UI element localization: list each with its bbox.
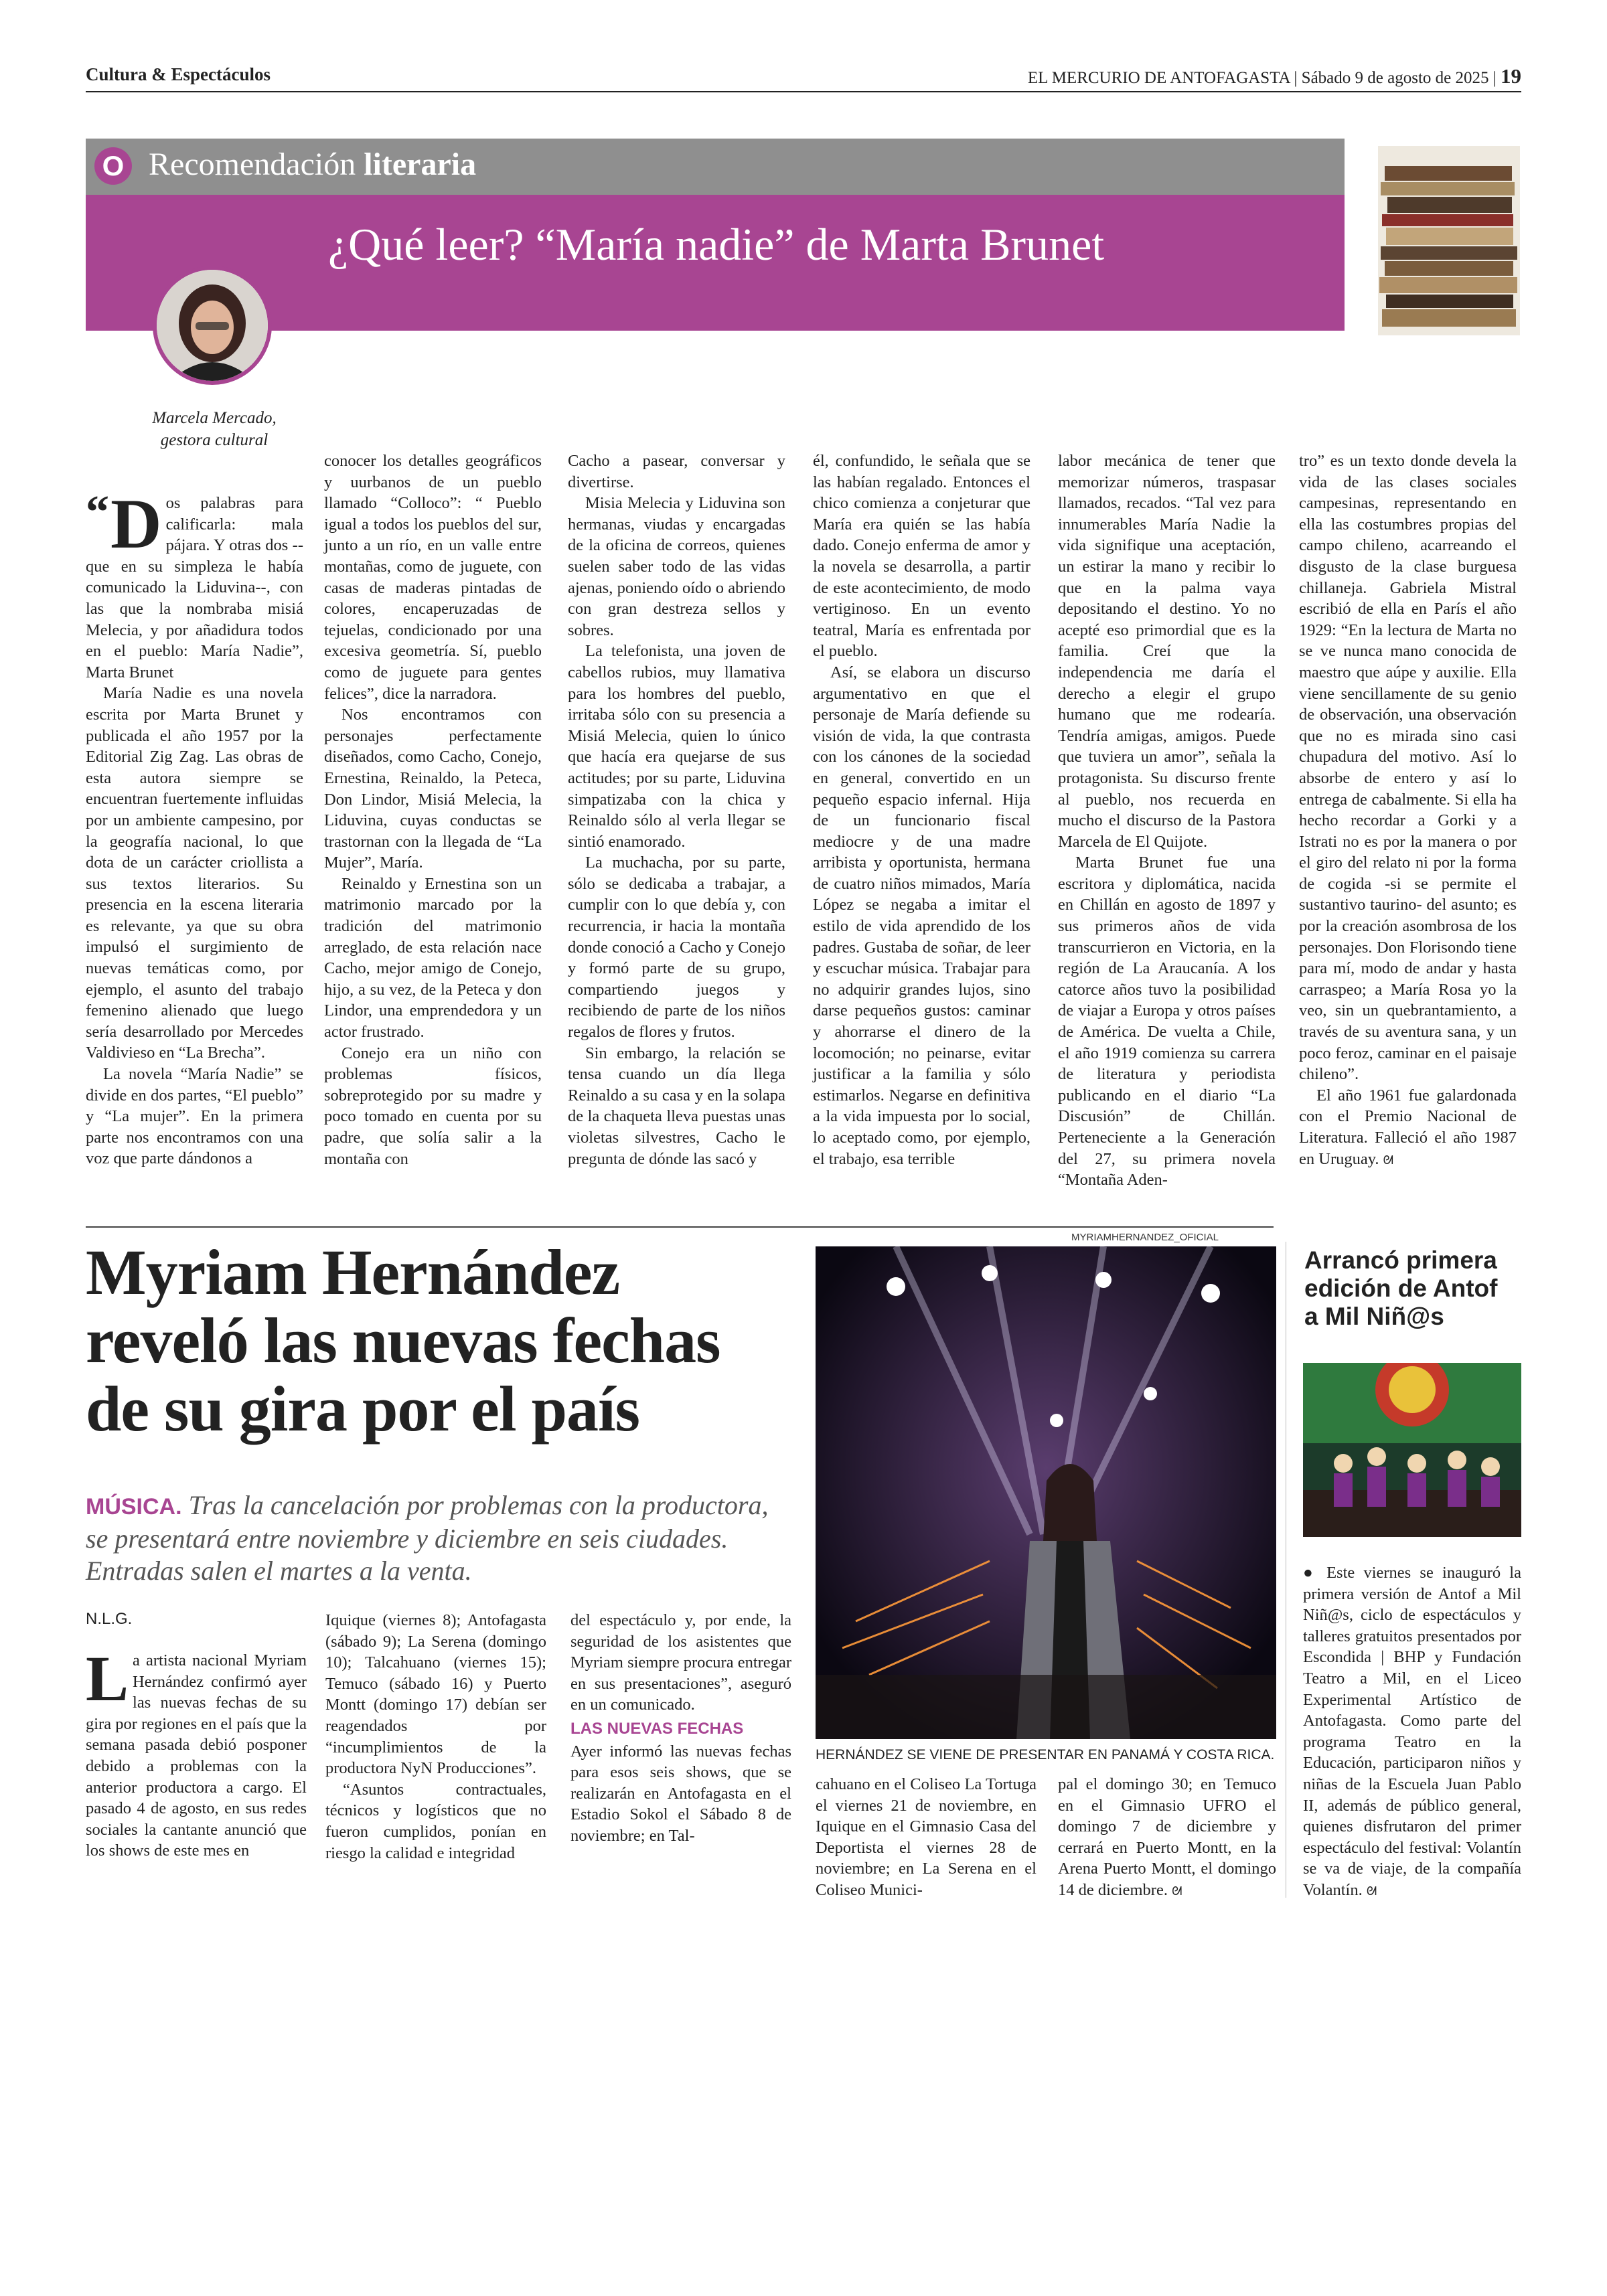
paragraph: La muchacha, por su parte, sólo se dedicaba a trabajar, a cumplir con lo que debía y, con recurrencia, ir hacia la montaña donde conoció a Cacho y Conejo y formó parte de su grupo, compartiendo juegos y recibiendo de parte de los niños regalos de flores y frutos.	[568, 853, 785, 1042]
header-rule	[86, 91, 1521, 92]
paragraph: pal el domingo 30; en Temuco en el Gimnasio UFRO el domingo 7 de diciembre y cerrará en Puerto Montt, en la Arena Puerto Montt, el domingo 14 de diciembre.	[1058, 1775, 1276, 1899]
photo-caption: HERNÁNDEZ SE VIENE DE PRESENTAR EN PANAMÁ Y COSTA RICA.	[816, 1747, 1275, 1762]
section-title-light: Recomendación	[149, 147, 364, 182]
paragraph: El año 1961 fue galardonada con el Premio Nacional de Literatura. Falleció el año 1987 en Uruguay.	[1299, 1086, 1517, 1168]
end-mark-icon: ᘛ	[1172, 1884, 1182, 1898]
paragraph: Cacho a pasear, conversar y divertirse.	[568, 452, 785, 491]
paragraph: Sin embargo, la relación se tensa cuando un día llega Reinaldo a su casa y en la solapa de la chaqueta lleva puestas unas violetas silvestres, Cacho le pregunta de dónde las sacó y	[568, 1044, 785, 1168]
paragraph: tro” es un texto donde devela la vida de las clases sociales campesinas, representando en ella las costumbres propias del campo chileno, acarreando el disgusto de la clase burguesa chillaneja. Gabriela Mistral escribió de ella en París el año 1929: “En la lectura de Marta no se ve nunca mano conocida de maestro que aúpe y auxilie. Ella viene sencillamente de su genio de observación, una observación que no es mirada sino casi chupadura del motivo. Así lo absorbe de entero y así lo entrega de cabalmente. Si ella ha hecho recordar a Gorki y a Istrati no es por la manera o por el giro del relato ni por la forma de cogida -si se permite el sustantivo taurino- del asunto; es por la creación asombrosa de los personajes. Don Florisondo tiene para mí, modo de andar y hasta carraspeo; a María Rosa yo la veo, sin un quebrantamiento, a través de su aventura sana, y un poco feroz, caminar en el paisaje chileno”.	[1299, 452, 1517, 1084]
news-column-1	[86, 1643, 307, 1862]
paragraph: Ayer informó las nuevas fechas para esos seis shows, que se realizarán en Antofagasta en el Estadio Sokol el Sábado 8 de noviembre; en Tal-	[570, 1742, 791, 1845]
paragraph: a artista nacional Myriam Hernández confirmó ayer las nuevas fechas de su gira por regiones en el país que la semana pasada debió posponer debido a problemas con la anterior productora a cargo. El pasado 4 de agosto, en sus redes sociales la cantante anunció que los shows de este mes en	[86, 1651, 307, 1860]
page-number: 19	[1501, 64, 1521, 88]
deck-text: Tras la cancelación por problemas con la productora, se presentará entre noviembre y diciembre en seis ciudades. Entradas salen el martes a la venta.	[86, 1490, 769, 1586]
opinion-column-1	[86, 485, 303, 1169]
opinion-badge: O	[94, 147, 132, 185]
opinion-column-4	[813, 450, 1030, 1169]
masthead-info: EL MERCURIO DE ANTOFAGASTA | Sábado 9 de agosto de 2025 | 19	[1027, 64, 1521, 88]
theater-photo	[1303, 1363, 1521, 1537]
sidebar-body: ● Este viernes se inauguró la primera versión de Antof a Mil Niñ@s, ciclo de espectáculos y talleres gratuitos presentados por Escondida | BHP y Fundación Teatro a Mil, en el Liceo Experimental Artístico de Antofagasta. Como parte del programa Teatro en la Educación, participaron niños y niñas de la Escuela Juan Pablo II, además de público general, quienes disfrutaron del primer espectáculo del festival: Volantín se va de viaje, de la compañía Volantín. ᘛ	[1303, 1564, 1521, 1899]
opinion-column-5	[1058, 450, 1276, 1191]
paragraph: Iquique (viernes 8); Antofagasta (sábado 9); La Serena (domingo 10); Talcahuano (viernes 15); Temuco (sábado 16) y Puerto Montt (domingo 17) debían ser reagendados por “incumplimientos de la productora NyN Producciones”.	[325, 1611, 546, 1778]
news-column-3	[570, 1610, 791, 1847]
news-deck	[86, 1489, 782, 1587]
paragraph: Así, se elabora un discurso argumentativo en que el personaje de María defiende su visión de vida, la que contrasta con los cánones de la sociedad en general, convertido en un pequeño espacio infernal. Hija de un funcionario fiscal mediocre y de una madre arribista y oportunista, hermana de cuatro niños mimados, María López se negaba a imitar el estilo de vida aprendido de los padres. Gustaba de soñar, de leer y escuchar música. Trabajar para no adquirir grandes lujos, sino darse pequeños gustos: caminar y ahorrarse el dinero de la locomoción; no peinarse, evitar justificar a la familia y sólo estimarlos. Negarse en definitiva a la vida impuesta por lo social, lo aceptado como, por ejemplo, el trabajo, esa terrible	[813, 663, 1030, 1168]
paragraph: del espectáculo y, por ende, la seguridad de los asistentes que Myriam siempre procura entregar en sus presentaciones”, aseguró en un comunicado.	[570, 1611, 791, 1714]
sidebar-text: Este viernes se inauguró la primera versión de Antof a Mil Niñ@s, ciclo de espectáculos y talleres gratuitos presentados por Escondida | BHP y Fundación Teatro a Mil, en el Liceo Experimental Artístico de Antofagasta. Como parte del programa Teatro en la Educación, participaron niños y niñas de la Escuela Juan Pablo II, además de público general, quienes disfrutaron del primer espectáculo del festival: Volantín se va de viaje, de la compañía Volantín.	[1303, 1564, 1521, 1899]
masthead: EL MERCURIO DE ANTOFAGASTA	[1027, 69, 1290, 87]
end-mark-icon: ᘛ	[1383, 1153, 1393, 1167]
paragraph: La telefonista, una joven de cabellos rubios, muy llamativa para los hombres del pueblo, irritaba sólo con su presencia a Misiá Melecia, quien lo único que hacía era quejarse de sus actitudes; por su parte, Liduvina simpatizaba con la chica y Reinaldo sólo al verla llegar se sintió enamorado.	[568, 642, 785, 851]
sidebar-headline: Arrancó primera edición de Antof a Mil Niñ@s	[1304, 1246, 1498, 1330]
paragraph: Reinaldo y Ernestina son un matrimonio marcado por la tradición del matrimonio arreglado, de esta relación nace Cacho, mejor amigo de Conejo, hijo, a su vez, de la Peteca y don Lindor, una emprendedora y un actor frustrado.	[324, 874, 542, 1042]
section-label: Cultura & Espectáculos	[86, 64, 271, 84]
paragraph: Marta Brunet fue una escritora y diplomática, nacida en Chillán en agosto de 1897 y sus primeros años de vida transcurrieron en Victoria, en la región de La Araucanía. A los catorce años tuvo la posibilidad de viajar a Europa y otros países de América. De vuelta a Chile, el año 1919 comienza su carrera de literatura y periodista publicando en el diario “La Discusión” de Chillán. Perteneciente a la Generación del 27, su primera novela “Montaña Aden-	[1058, 853, 1276, 1190]
paragraph: María Nadie es una novela escrita por Marta Brunet y publicada el año 1957 por la Editorial Zig Zag. Las obras de esta autora siempre se encuentran fuertemente influidas por un ambiente campesino, por la geografía nacional, lo que dota de un carácter criollista a sus textos literarios. Su presencia en la escena literaria es relevante, ya que su obra impulsó el surgimiento de nuevas temáticas como, por ejemplo, el asunto del trabajo femenino alienado que luego sería desarrollado por Mercedes Valdivieso en “La Brecha”.	[86, 684, 303, 1062]
section-title-bold: literaria	[364, 147, 477, 182]
concert-photo	[816, 1246, 1276, 1739]
opinion-headline: ¿Qué leer? “María nadie” de Marta Brunet	[328, 219, 1105, 270]
issue-date: Sábado 9 de agosto de 2025	[1301, 69, 1489, 87]
paragraph: Nos encontramos con personajes perfectamente diseñados, como Cacho, Conejo, Ernestina, Reinaldo, la Peteca, Don Lindor, Misiá Melecia, la Liduvina, cuyas conductas se trastornan con la llegada de “La Mujer”, María.	[324, 706, 542, 872]
paragraph: cahuano en el Coliseo La Tortuga el viernes 21 de noviembre, en Iquique en el Gimnasio Casa del Deportista el viernes 28 de noviembre; en La Serena en el Coliseo Munici-	[816, 1775, 1037, 1899]
section-title	[149, 146, 476, 183]
opinion-column-3	[568, 450, 785, 1169]
books-illustration	[1378, 146, 1520, 335]
opinion-column-6	[1299, 450, 1517, 1171]
paragraph: labor mecánica de tener que memorizar números, traspasar llamados, recados. “Tal vez para innumerables María Nadie la vida signifique una aceptación, un estirar la mano y recibir lo que en la palma vaya depositando el destino. Yo no acepté eso primordial que es la familia. Creí que la independencia me daría el derecho a elegir el grupo humano que me rodearía. Tendría amigas, amigos. Puede que tuviera un amor”, señala la protagonista. Su discurso frente al pueblo, nos recuerda en mucho el discurso de la Pastora Marcela de El Quijote.	[1058, 452, 1276, 851]
news-column-4	[816, 1774, 1037, 1901]
news-byline: N.L.G.	[86, 1610, 133, 1628]
author-byline	[107, 407, 321, 451]
news-headline: Myriam Hernández reveló las nuevas fechas de su gira por el país	[86, 1236, 720, 1445]
news-kicker: MÚSICA.	[86, 1494, 182, 1520]
news-subhead: LAS NUEVAS FECHAS	[570, 1719, 744, 1738]
paragraph: él, confundido, le señala que se las habían regalado. Entonces el chico comienza a conjeturar que María era quién se las había dado. Conejo enferma de amor y la novela se desarrolla, a partir de este acontecimiento, de modo vertiginoso. En un evento teatral, María es enfrentada por el pueblo.	[813, 452, 1030, 661]
paragraph: Conejo era un niño con problemas físicos, sobreprotegido por su madre y poco tomado en cuenta por su padre, que solía salir a la montaña con	[324, 1044, 542, 1168]
news-dropcap: L	[86, 1643, 129, 1714]
author-role: gestora cultural	[160, 431, 269, 449]
lead-paragraph: os palabras para calificarla: mala pájara. Y otras dos --que en su simpleza le había comunicado la Liduvina--, con las que la nombraba misiá Melecia, y por añadidura todos en el pueblo: María Nadie”, Marta Brunet	[86, 494, 303, 681]
paragraph: “Asuntos contractuales, técnicos y logísticos que no fueron cumplidos, ponían en riesgo la calidad e integridad	[325, 1780, 546, 1862]
news-column-5	[1058, 1774, 1276, 1902]
section-divider	[86, 1226, 1274, 1228]
paragraph: Misia Melecia y Liduvina son hermanas, viudas y encargadas de la oficina de correos, quienes suelen saber todo de las vidas ajenas, poniendo oído o abriendo con gran destreza sellos y sobres.	[568, 494, 785, 639]
paragraph: conocer los detalles geográficos y uurbanos de un pueblo llamado “Colloco”: “ Pueblo igual a todos los pueblos del sur, junto a un río, en un valle entre montañas, como de juguete, con casas de maderas pintadas de colores, encaperuzadas de tejuelas, condicionado por una excesiva geometría. Sí, pueblo como de juguete para gentes felices”, dice la narradora.	[324, 452, 542, 703]
opinion-column-2	[324, 450, 542, 1169]
dropcap: D	[110, 485, 162, 563]
open-quote: “	[86, 487, 109, 538]
end-mark-icon: ᘛ	[1366, 1884, 1377, 1898]
photo-credit: MYRIAMHERNANDEZ_OFICIAL	[1071, 1232, 1219, 1243]
paragraph: La novela “María Nadie” se divide en dos partes, “El pueblo” y “La mujer”. En la primera parte nos encontramos con una voz que parte dándonos a	[86, 1065, 303, 1168]
news-column-2	[325, 1610, 546, 1864]
author-name: Marcela Mercado,	[152, 409, 277, 427]
author-avatar	[153, 266, 272, 385]
